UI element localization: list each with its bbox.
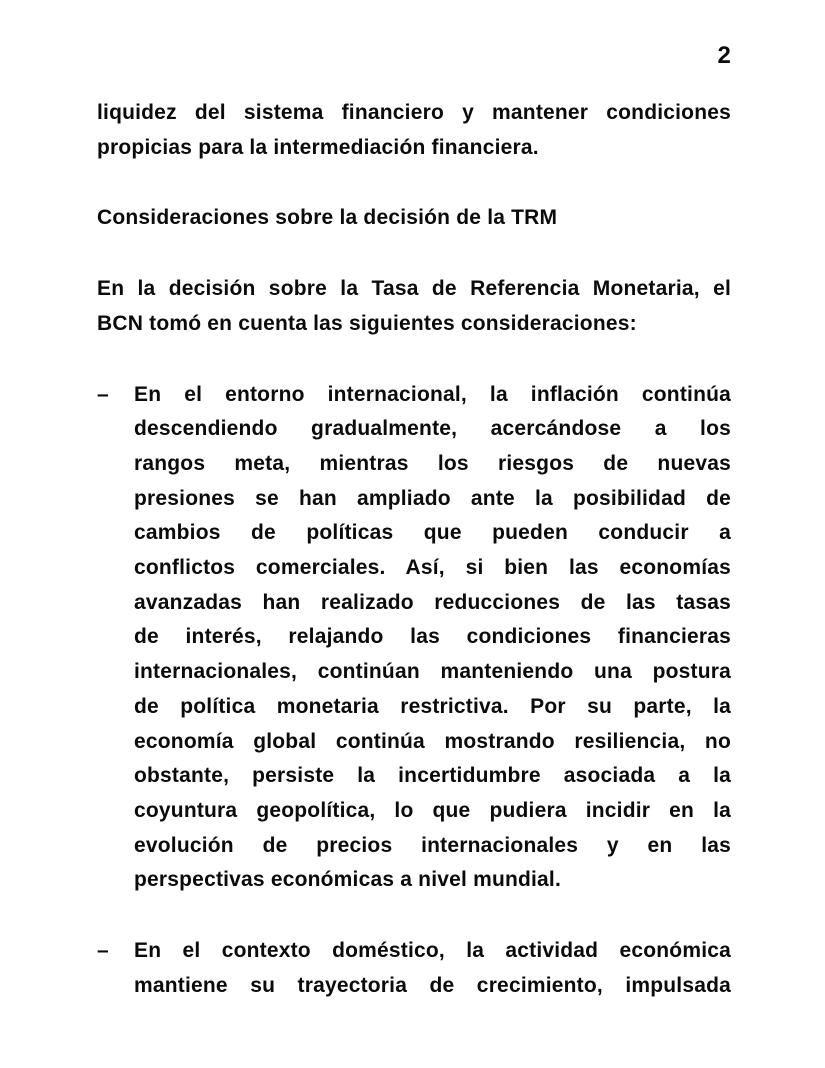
paragraph [97,96,731,165]
bullet-item [97,378,731,899]
text-line: internacionales, continúan manteniendo una postura [134,660,731,684]
text-line: conflictos comerciales. Así, si bien las economías [134,556,731,580]
text-line: liquidez del sistema financiero y mantener condiciones [97,101,731,124]
text-line: En la decisión sobre la Tasa de Referencia Monetaria, el [97,277,731,301]
text-line: de política monetaria restrictiva. Por su parte, la [134,694,731,718]
text-line: de interés, relajando las condiciones financieras [134,625,731,649]
document-body [97,96,731,1003]
bullet-item [97,934,731,1003]
text-line: avanzadas han realizado reducciones de las tasas [134,590,731,614]
text-line: propicias para la intermediación financiera. [97,135,539,159]
text-line: cambios de políticas que pueden conducir a [134,521,731,545]
section-heading [97,201,731,236]
text-line: En el contexto doméstico, la actividad económica [134,939,731,963]
text-line: Consideraciones sobre la decisión de la TRM [97,206,558,230]
bullet-dash-icon: – [97,939,109,963]
text-line: evolución de precios internacionales y en las [134,833,731,857]
text-line: obstante, persiste la incertidumbre asociada a la [134,764,731,788]
paragraph [97,272,731,341]
text-line: rangos meta, mientras los riesgos de nuevas [134,451,731,475]
text-line: presiones se han ampliado ante la posibilidad de [134,486,731,510]
text-line: En el entorno internacional, la inflación continúa [134,382,731,406]
text-line: coyuntura geopolítica, lo que pudiera incidir en la [134,798,731,822]
page-number: 2 [717,42,731,69]
text-line: BCN tomó en cuenta las siguientes consideraciones: [97,311,637,335]
bullet-dash-icon: – [97,382,109,406]
text-line: mantiene su trayectoria de crecimiento, impulsada [134,973,731,997]
text-line: perspectivas económicas a nivel mundial. [134,868,562,892]
text-line: economía global continúa mostrando resiliencia, no [134,729,731,753]
text-line: descendiendo gradualmente, acercándose a los [134,417,731,441]
